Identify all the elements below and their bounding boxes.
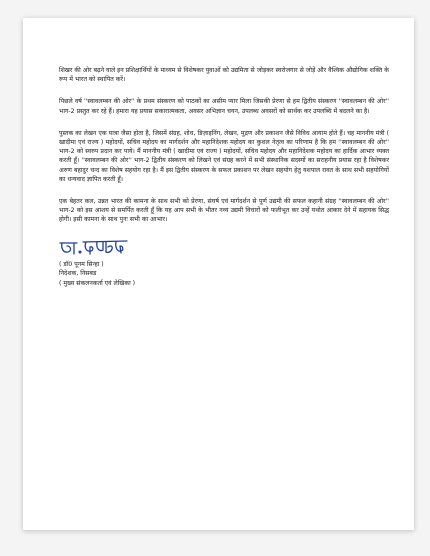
signatory-title: निदेशक, निसबड (59, 270, 97, 278)
signatory-name: ( डॉ0 पूनम सिन्हा ) (59, 260, 104, 268)
signatory-role: ( मुख्य संकलनकर्ता एवं लेखिका ) (59, 280, 136, 288)
paragraph-1: शिखर की ओर बढ़ने वाले इन प्रशिक्षार्थियों के माध्यम से विशेषकर युवाओं को उद्यमिता से जोड़कर स्वरोजगार से जोड़ें और वैश्विक औद्योगिक शक्ति के रूप में भारत को स्थापित करें। (59, 67, 389, 84)
paragraph-4: एक बेहतर कल, उन्नत भारत की कामना के साथ सभी को प्रेरणा, संघर्ष एवं मार्गदर्शन से पूर्ण उद्यमी की सफल कहानी संग्रह ''स्वावलम्बन की ओर'' भाग-2 को इस आशय से समर्पित करती हूँ कि यह आप सभी के भीतर नव्य उद्यमी विचारों को फलीभूत कर उन्हें यथोत आकार देने में सहायक सिद्ध होगी। इसी कामना के साथ पुनः सभी का आभार। (59, 198, 389, 224)
signature-graphic (59, 238, 129, 258)
paragraph-3: पुस्तक का लेखन एक यात्रा जैसा होता है, जिसमें संग्रह, शोध, डिज़ाइनिंग, लेखन, मुद्रण और प्रकाशन जैसे विविध आयाम होते हैं। चह माननीय मंत्री ( खादीमा एवं राज्य ) महोदयों, सचिव महोदय का मार्गदर्शन और महानिदेशक महोदय का कुशल नेतृत्व का परिणाम है कि हम ''स्वावलम्बन की ओर'' भाग-2 को स्वरुप प्रदान कर पाये। मैं माननीय मंत्री ( खादीमा एवं राज्य ) महोदयों, सचिव महोदय और महानिदेशक महोदय का हार्दिक आभार व्यक्त करती हूँ। ''स्वावलम्बन की ओर'' भाग-2 द्वितीय संस्करण को लिखने एवं संग्रह करने में सभी संस्थानिक सदस्यों का सराहनीय प्रयास रहा है विशेषकर अरुण बहादुर चन्द का विशेष सहयोग रहा है। मैं इस द्वितीय संस्करण के सफल प्रकाशन पर लेखन सहयोग हेतु यशपाल रावत के साथ सभी सहयोगियों का धन्यवाद ज्ञापित करती हूँ। (59, 129, 389, 183)
handwritten-signature (59, 238, 129, 258)
document-page (23, 18, 414, 530)
letter-body (59, 66, 389, 289)
paragraph-2: पिछले वर्ष ''स्वावलम्बन की ओर'' के प्रथम संस्करण को पाठकों का असीम प्यार मिला जिसकी प्रेरणा से हम द्वितीय संस्करण ''स्वावलम्बन की ओर'' भाग-2 प्रस्तुत कर रहे हैं। हमारा यह प्रयास सकारात्मकता, अवसर अभिज्ञान चयन, उपलब्ध अवसरों को सार्थक कर उपलब्धि में बदलने का है। (59, 98, 389, 115)
